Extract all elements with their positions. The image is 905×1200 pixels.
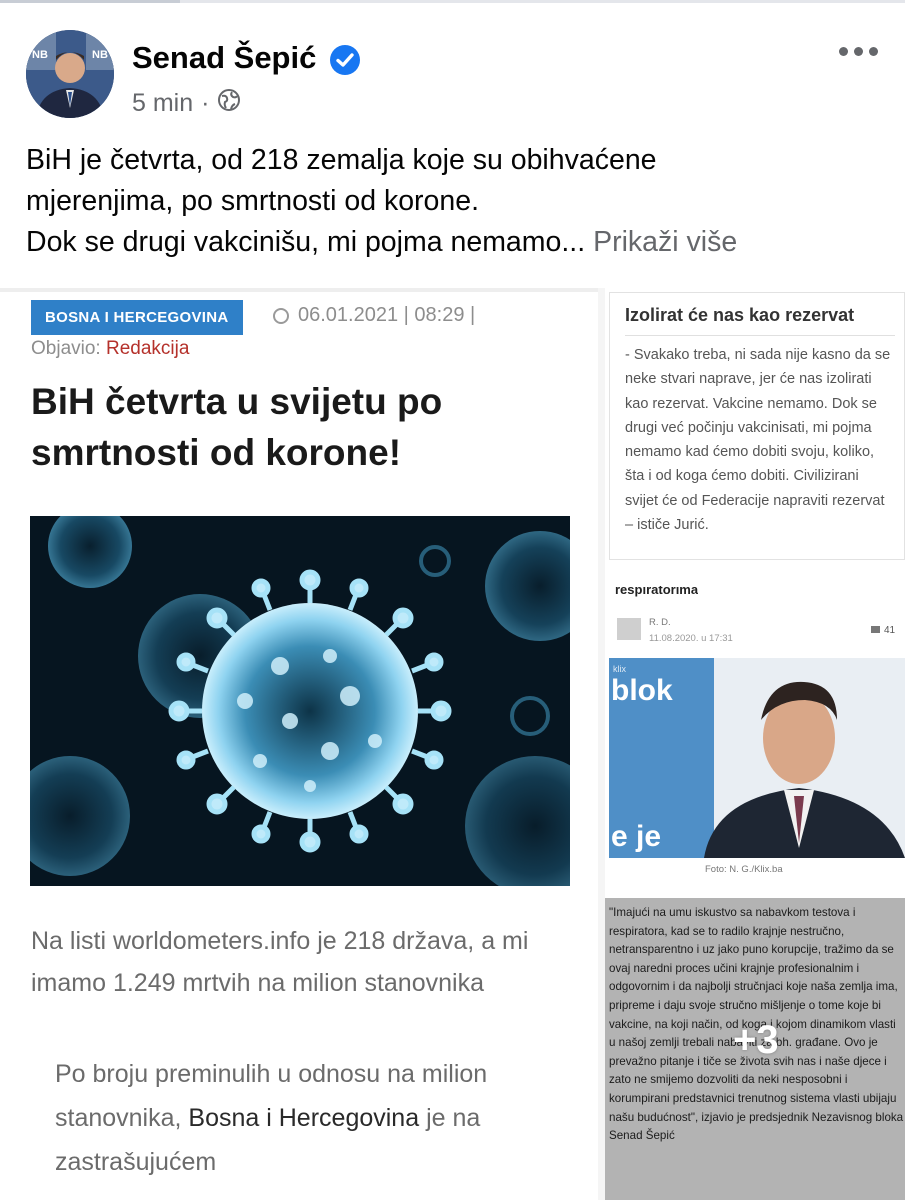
author-name[interactable]: Senad Šepić [132, 40, 317, 75]
avatar-image [26, 30, 114, 118]
author-link: Redakcija [105, 338, 190, 359]
speaker-photo [609, 658, 905, 858]
globe-icon [217, 88, 241, 119]
post-text [26, 140, 886, 263]
post-text-line: BiH je četvrta, od 218 zemalja koje su obihvaćene [26, 144, 657, 176]
paragraph-part: Po broju preminulih u odnosu na milion stanovnika, [55, 1060, 488, 1132]
country-link: Bosna i Hercegovina [188, 1104, 420, 1132]
photo-caption: Foto: N. G./Klix.ba [705, 864, 783, 875]
quote-text: - Svakako treba, ni sada nije kasno da se neke stvari naprave, jer će nas izolirati kao rezervat. Vakcine nemamo. Dok se drugi već počinju vakcinisati, mi pojma nemamo kad ćemo dobiti svoju, koliko, šta i od koga ćemo dobiti. Civilizirani svijet će od Federacije napraviti rezervat – ističe Jurić. [625, 347, 891, 534]
verified-badge-icon [330, 45, 360, 75]
byline-name: R. D. [649, 617, 671, 628]
collage-divider [598, 288, 605, 1200]
comment-count [871, 625, 895, 636]
top-divider [0, 0, 905, 3]
comment-icon [871, 626, 880, 633]
sidebar-screenshots[interactable] [605, 288, 905, 1200]
post-meta [132, 88, 241, 119]
photo-text-bottom: e je [611, 820, 662, 853]
byline-date: 11.08.2020. u 17:31 [649, 633, 733, 644]
post-time[interactable]: 5 min [132, 89, 194, 117]
article-headline: BiH četvrta u svijetu po smrtnosti od korone! [31, 381, 443, 473]
post-text-line [26, 222, 886, 263]
see-more-link[interactable]: Prikaži više [593, 226, 738, 258]
user-placeholder-icon [617, 618, 641, 640]
post-text-line-3: Dok se drugi vakcinišu, mi pojma nemamo... [26, 226, 586, 258]
photo-collage[interactable] [0, 288, 905, 1200]
article-author [31, 338, 189, 360]
svg-text:NB: NB [92, 49, 108, 61]
article-paragraph: Na listi worldometers.info je 218 država, a mi imamo 1.249 mrtvih na milion stanovnika [31, 927, 529, 997]
category-tag: BOSNA I HERCEGOVINA [31, 300, 243, 335]
quote-title: Izolirat će nas kao rezervat [625, 305, 855, 325]
more-options-icon[interactable] [839, 42, 879, 60]
quote-screenshot[interactable] [605, 898, 905, 1200]
photo-brand: klix [613, 664, 626, 674]
article-paragraph-quote [55, 1052, 575, 1184]
svg-text:NB: NB [32, 49, 48, 61]
quote-box [609, 292, 905, 560]
clock-icon [273, 308, 289, 324]
comment-number: 41 [884, 625, 896, 636]
more-photos-count[interactable]: +3 [733, 1018, 779, 1062]
article-date: 06.01.2021 | 08:29 | [298, 304, 476, 326]
coronavirus-image [30, 516, 570, 886]
photo-text-top: blok [611, 674, 673, 707]
paragraph-part: je na zastrašujućem [55, 1104, 481, 1176]
cut-heading: respiratorima [615, 586, 699, 597]
post-text-line: mjerenjima, po smrtnosti od korone. [26, 185, 480, 217]
article-screenshot[interactable] [0, 288, 598, 1200]
author-avatar[interactable] [26, 30, 114, 118]
meta-separator: · [201, 89, 210, 117]
statement-text: "Imajući na umu iskustvo sa nabavkom testova i respiratora, kad se to radilo krajnje nestručno, netransparentno i uz jako puno korupcije, tražimo da se ovaj naredni proces učini krajnje profesionalnim i odgovornim i da najbolji stručnjaci koje naša zemlja ima, pripreme i daju svoje stručno mišljenje o tome koje bi vakcine, na koji način, od koga i kojom dinamikom vlasti u našoj zemlji trebali nabaviti za bh. građane. Ovo je prevažno pitanje i tiče se života svih nas i naše djece i zato ne smijemo dozvoliti da neki nesposobni i korumpirani predstavnici trenutnog sistema vlasti ubijaju našu budućnost", izjavio je predsjednik Nezavisnog bloka Senad Šepić [609, 906, 904, 1143]
author-label: Objavio: [31, 338, 101, 359]
